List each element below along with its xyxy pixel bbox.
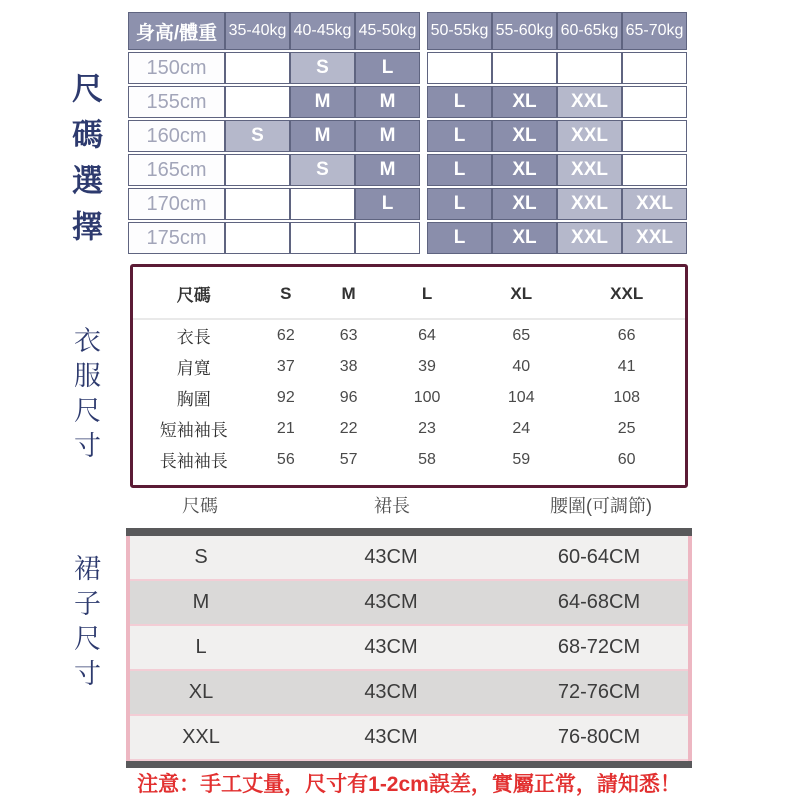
clothing-value-cell: 65 (512, 326, 531, 344)
clothing-value-cell: 66 (617, 326, 636, 344)
skirt-col-header: 尺碼 (182, 496, 218, 516)
clothing-size-table (133, 271, 685, 475)
clothing-col-header: XXL (568, 271, 685, 319)
size-grid-cell: S (290, 52, 355, 84)
skirt-waist-cell: 76-80CM (557, 726, 641, 748)
size-grid-cell: L (427, 222, 492, 254)
size-grid-empty-cell (557, 52, 622, 84)
skirt-col-header: 裙長 (374, 496, 410, 516)
skirt-col-header: 腰圍(可調節) (550, 496, 652, 516)
clothing-col-header: 尺碼 (133, 271, 254, 319)
size-grid-empty-cell (355, 222, 420, 254)
clothing-value-cell: 58 (418, 450, 436, 468)
clothing-col-header: M (317, 271, 380, 319)
clothing-value-cell: 25 (617, 419, 636, 437)
size-grid-cell: L (427, 120, 492, 152)
weight-header-cell: 40-45kg (290, 12, 355, 50)
size-selection-grid (128, 12, 687, 254)
skirt-table-top-strip (126, 528, 692, 536)
size-grid-empty-cell (225, 222, 290, 254)
size-grid-cell: XL (492, 86, 557, 118)
size-grid-cell: XXL (557, 86, 622, 118)
grid-column-spacer (420, 188, 427, 220)
skirt-size-header (128, 492, 690, 518)
size-grid-cell: M (355, 154, 420, 186)
size-grid-empty-cell (622, 52, 687, 84)
clothing-value-cell: 63 (339, 326, 358, 344)
size-grid-empty-cell (290, 188, 355, 220)
skirt-size-row (130, 671, 688, 716)
size-grid-cell: XL (492, 154, 557, 186)
skirt-size-cell: M (192, 591, 210, 613)
clothing-col-header: L (380, 271, 474, 319)
weight-header-cell: 65-70kg (622, 12, 687, 50)
size-grid-cell: L (355, 52, 420, 84)
size-grid-cell: XL (492, 188, 557, 220)
clothing-value-cell: 40 (512, 357, 531, 375)
size-grid-cell: L (427, 188, 492, 220)
size-grid-empty-cell (225, 188, 290, 220)
skirt-waist-cell: 72-76CM (557, 681, 641, 703)
skirt-waist-cell: 60-64CM (557, 546, 641, 568)
size-grid-cell: M (355, 120, 420, 152)
clothing-size-box (130, 264, 688, 488)
size-grid-cell: L (427, 154, 492, 186)
section-label-skirt-size: 裙子尺寸 (70, 554, 100, 694)
measurement-note: 注意：手工丈量，尺寸有1-2cm誤差，實屬正常，請知悉！ (137, 773, 681, 796)
skirt-length-cell: 43CM (364, 636, 418, 658)
size-grid-empty-cell (427, 52, 492, 84)
grid-column-spacer (420, 86, 427, 118)
clothing-value-cell: 23 (418, 419, 436, 437)
size-grid-cell: XXL (622, 222, 687, 254)
skirt-waist-cell: 64-68CM (557, 591, 641, 613)
clothing-value-cell: 24 (512, 419, 531, 437)
size-grid-cell: XXL (622, 188, 687, 220)
clothing-value-cell: 59 (512, 450, 531, 468)
size-grid-cell: XXL (557, 120, 622, 152)
skirt-size-cell: S (194, 546, 208, 568)
size-grid-empty-cell (225, 52, 290, 84)
clothing-size-row (133, 351, 685, 382)
weight-header-cell: 50-55kg (427, 12, 492, 50)
skirt-length-cell: 43CM (364, 546, 418, 568)
height-label-cell: 150cm (128, 52, 225, 84)
clothing-value-cell: 39 (418, 357, 436, 375)
skirt-table-bottom-strip (126, 761, 692, 768)
size-grid-cell: XXL (557, 222, 622, 254)
size-grid-cell: M (290, 120, 355, 152)
skirt-size-cell: XL (188, 681, 214, 703)
size-grid-empty-cell (622, 154, 687, 186)
skirt-size-row (130, 536, 688, 581)
clothing-value-cell: 100 (413, 388, 441, 406)
size-grid-empty-cell (492, 52, 557, 84)
size-grid-cell: S (290, 154, 355, 186)
clothing-value-cell: 22 (339, 419, 358, 437)
size-grid-cell: L (355, 188, 420, 220)
size-grid-cell: XXL (557, 188, 622, 220)
section-label-clothing-size: 衣服尺寸 (70, 326, 100, 466)
size-grid-cell: M (290, 86, 355, 118)
clothing-row-label: 短袖袖長 (159, 421, 228, 440)
clothing-row-label: 衣長 (176, 328, 211, 347)
height-label-cell: 175cm (128, 222, 225, 254)
skirt-size-body (126, 536, 692, 761)
height-label-cell: 155cm (128, 86, 225, 118)
clothing-col-header: S (254, 271, 317, 319)
skirt-size-row (130, 716, 688, 761)
skirt-waist-cell: 68-72CM (557, 636, 641, 658)
weight-header-cell: 45-50kg (355, 12, 420, 50)
clothing-row-label: 胸圍 (176, 390, 211, 409)
size-grid-cell: XL (492, 222, 557, 254)
clothing-value-cell: 108 (613, 388, 641, 406)
grid-column-spacer (420, 120, 427, 152)
clothing-value-cell: 41 (617, 357, 636, 375)
size-grid-cell: L (427, 86, 492, 118)
size-grid-empty-cell (622, 86, 687, 118)
skirt-size-cell: XXL (182, 726, 220, 748)
clothing-value-cell: 64 (418, 326, 436, 344)
size-grid-cell: M (355, 86, 420, 118)
grid-column-spacer (420, 12, 427, 50)
clothing-value-cell: 21 (276, 419, 295, 437)
size-grid-empty-cell (290, 222, 355, 254)
skirt-size-row (130, 626, 688, 671)
size-grid-cell: XXL (557, 154, 622, 186)
section-label-size-selection: 尺碼選擇 (67, 72, 102, 256)
size-grid-cell: S (225, 120, 290, 152)
clothing-value-cell: 96 (339, 388, 358, 406)
skirt-length-cell: 43CM (364, 591, 418, 613)
clothing-value-cell: 56 (276, 450, 295, 468)
weight-header-cell: 55-60kg (492, 12, 557, 50)
clothing-value-cell: 37 (276, 357, 295, 375)
weight-header-cell: 60-65kg (557, 12, 622, 50)
grid-column-spacer (420, 52, 427, 84)
size-grid-cell: XL (492, 120, 557, 152)
height-label-cell: 165cm (128, 154, 225, 186)
height-label-cell: 170cm (128, 188, 225, 220)
clothing-size-row (133, 382, 685, 413)
clothing-value-cell: 38 (339, 357, 358, 375)
clothing-value-cell: 57 (339, 450, 358, 468)
skirt-size-cell: L (195, 636, 207, 658)
clothing-size-row (133, 319, 685, 351)
clothing-value-cell: 104 (507, 388, 535, 406)
clothing-size-header (133, 271, 685, 319)
grid-column-spacer (420, 154, 427, 186)
size-grid-empty-cell (225, 154, 290, 186)
skirt-size-box (126, 528, 692, 768)
grid-column-spacer (420, 222, 427, 254)
clothing-value-cell: 92 (276, 388, 295, 406)
clothing-col-header: XL (474, 271, 568, 319)
clothing-row-label: 長袖袖長 (159, 452, 228, 471)
clothing-value-cell: 62 (276, 326, 295, 344)
size-grid-corner-header: 身高/體重 (128, 12, 225, 50)
skirt-length-cell: 43CM (364, 726, 418, 748)
clothing-value-cell: 60 (617, 450, 636, 468)
weight-header-cell: 35-40kg (225, 12, 290, 50)
skirt-size-row (130, 581, 688, 626)
skirt-length-cell: 43CM (364, 681, 418, 703)
size-grid-empty-cell (622, 120, 687, 152)
clothing-size-body (133, 319, 685, 475)
clothing-row-label: 肩寬 (176, 359, 211, 378)
clothing-size-row (133, 444, 685, 475)
height-label-cell: 160cm (128, 120, 225, 152)
size-grid-empty-cell (225, 86, 290, 118)
clothing-size-row (133, 413, 685, 444)
